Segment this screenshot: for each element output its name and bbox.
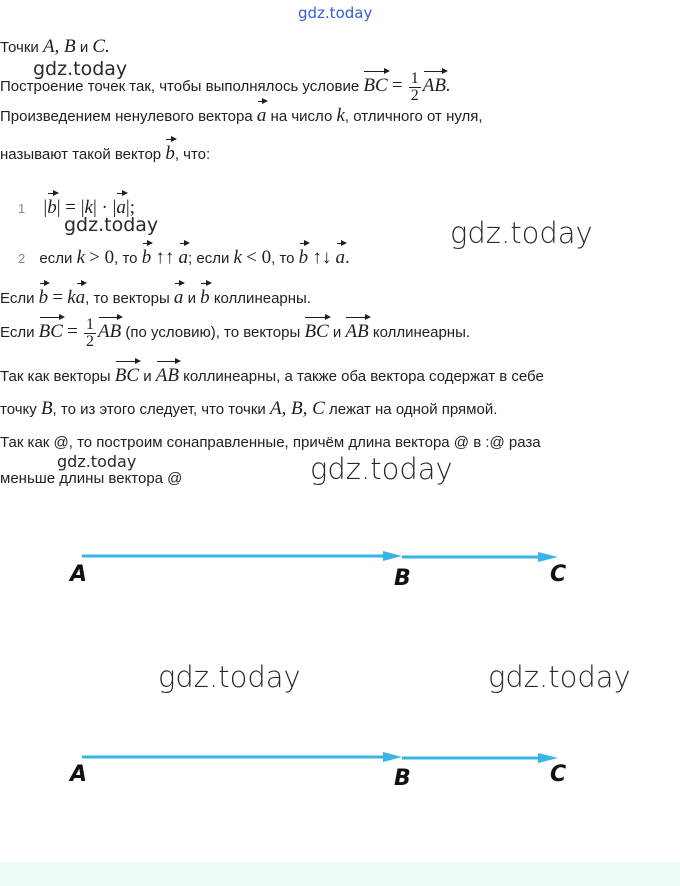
point-a-label-2: A: [70, 762, 88, 787]
final-line-1: Так как @, то построим сонаправленные, причём длина вектора @ в :@ раза: [0, 434, 541, 451]
since-text-d: , то из этого следует, что точки: [52, 401, 266, 418]
point-a-label: A: [70, 562, 88, 587]
point-c-label: C: [550, 562, 567, 587]
definition-text-e: , что:: [174, 146, 211, 163]
final-line-2: меньше длины вектора @: [0, 470, 183, 487]
point-b-label-2: B: [394, 766, 411, 791]
footer-band: [0, 862, 680, 886]
condition-word: коллинеарны.: [372, 324, 471, 341]
definition-line-1: Произведением ненулевого вектора a на число k, отличного от нуля,: [0, 100, 483, 127]
item2-then: , то: [114, 250, 138, 267]
construction-text: Построение точек так, чтобы выполнялось условие: [0, 78, 360, 95]
list-number-1: 1: [18, 201, 26, 216]
watermark: gdz.today: [450, 216, 593, 250]
since-text-e: лежат на одной прямой.: [329, 401, 498, 418]
since-text-b: коллинеарны, а также оба вектора содержат в себе: [183, 368, 544, 385]
intro-points: A, B: [42, 36, 76, 57]
intro-and: и: [79, 39, 89, 56]
item2-else: ; если: [188, 250, 230, 267]
since-text-a: Так как векторы: [0, 368, 111, 385]
list-item-2: 2 если k > 0, то b ↑↑ a; если k < 0, то b ↑↓ a.: [18, 242, 350, 269]
intro-line: [0, 36, 110, 58]
collinear-line: Если b = ka, то векторы a и b коллинеарны.: [0, 282, 311, 309]
vector-bc-arrowhead: [538, 552, 558, 562]
since-and: и: [143, 368, 152, 385]
definition-text-d: называют такой вектор: [0, 146, 162, 163]
point-c-label-2: C: [550, 762, 567, 787]
watermark: gdz.today: [158, 660, 301, 694]
watermark: gdz.today: [488, 660, 631, 694]
definition-text-a: Произведением ненулевого вектора: [0, 108, 253, 125]
intro-prefix: Точки: [0, 39, 39, 56]
vector-diagram-2: [0, 740, 680, 800]
condition-note: (по условию), то векторы: [125, 324, 301, 341]
vector-ab-arrowhead: [383, 551, 402, 561]
point-b-label: B: [394, 566, 411, 591]
intro-point-c: C.: [92, 36, 110, 57]
vector-diagram-1: [0, 540, 680, 600]
watermark: gdz.today: [64, 214, 159, 236]
item2-then-2: , то: [271, 250, 295, 267]
definition-text-c: , отличного от нуля,: [344, 108, 483, 125]
vector-ab-arrowhead-2: [383, 752, 402, 762]
collinear-and: и: [187, 290, 196, 307]
watermark: gdz.today: [57, 452, 137, 471]
watermark: gdz.today: [310, 452, 453, 486]
definition-line-2: называют такой вектор b, что:: [0, 138, 210, 165]
since-line-1: Так как векторы BC и AB коллинеарны, а также оба вектора содержат в себе: [0, 360, 544, 387]
condition-and: и: [332, 324, 342, 341]
condition-line: Если BC = $\frac{1}{2}$ AB (по условию), то векторы BC и AB коллинеарны.: [0, 315, 471, 350]
collinear-word: коллинеарны.: [213, 290, 311, 307]
definition-text-b: на число: [270, 108, 333, 125]
since-text-c: точку: [0, 401, 37, 418]
watermark: gdz.today: [33, 58, 128, 80]
collinear-then: , то векторы: [85, 290, 170, 307]
item2-if: если: [39, 250, 73, 267]
collinear-if: Если: [0, 290, 35, 307]
construction-line: Построение точек так, чтобы выполнялось условие BC = $\frac{1}{2}$ AB.: [0, 69, 451, 104]
list-number-2: 2: [18, 251, 26, 266]
list-item-1: 1 |b| = |k| · |a|;: [18, 192, 135, 219]
header-watermark: gdz.today: [298, 4, 373, 22]
since-line-2: точку B, то из этого следует, что точки A, B, C лежат на одной прямой.: [0, 398, 498, 419]
condition-if: Если: [0, 324, 35, 341]
